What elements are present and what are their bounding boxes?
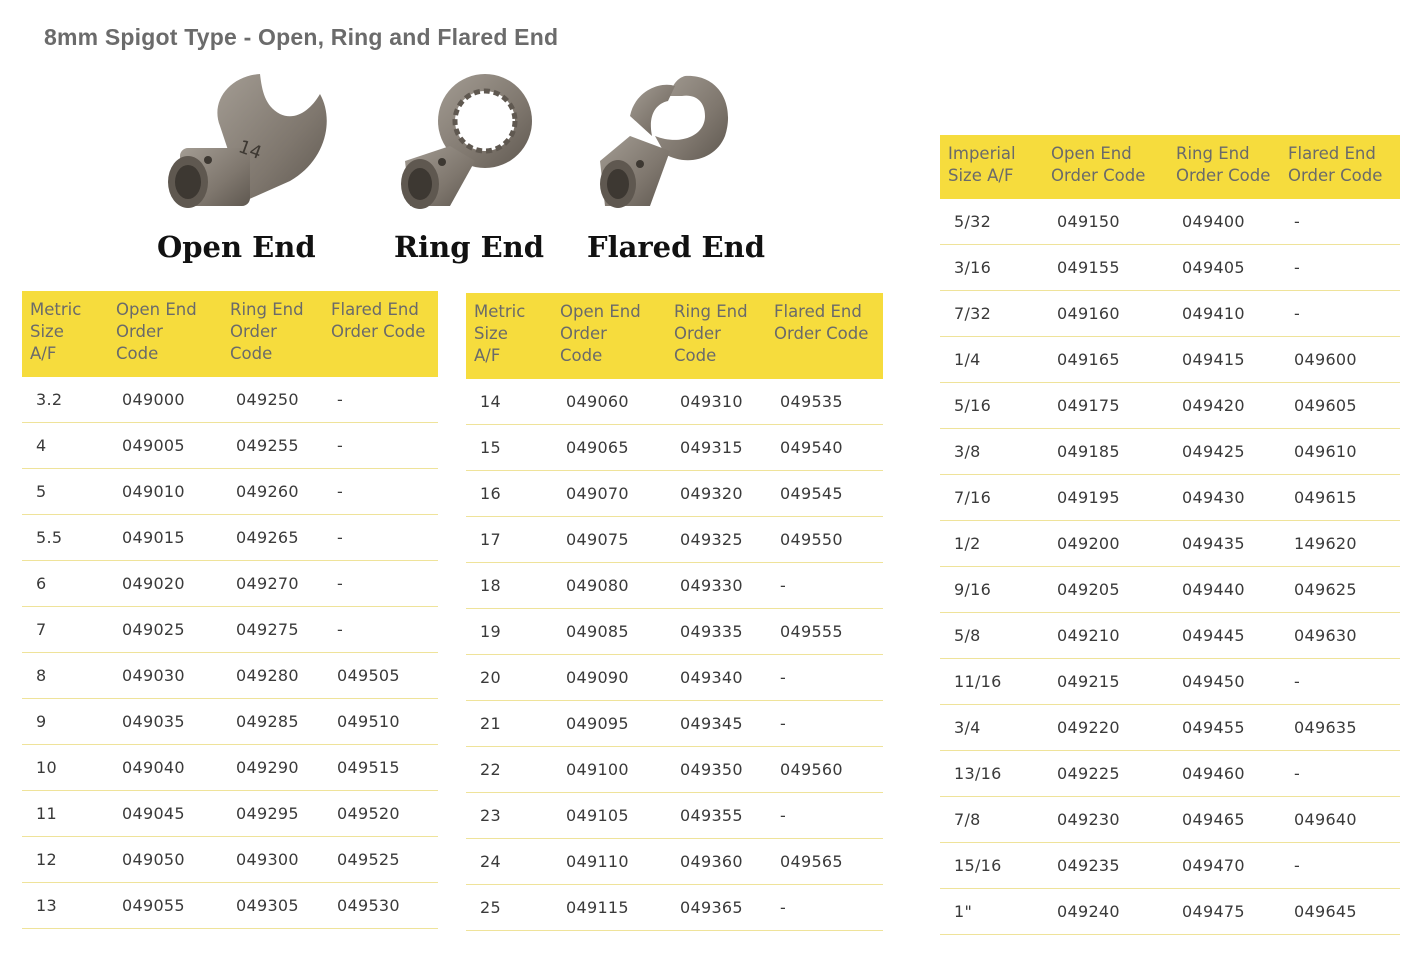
ring-end-code-header: Ring End Order Code [222,291,323,377]
table-row [22,653,438,699]
ring-end-code-cell: 049420 [1168,383,1280,429]
ring-end-code-cell: 049440 [1168,567,1280,613]
open-end-code-cell: 049220 [1043,705,1168,751]
table-row [940,751,1400,797]
flared-end-code-cell: - [323,469,438,515]
ring-end-code-cell: 049410 [1168,291,1280,337]
ring-end-code-cell: 049275 [222,607,323,653]
size-cell: 1/2 [940,521,1043,567]
table-row [22,791,438,837]
ring-end-code-cell: 049400 [1168,199,1280,245]
size-cell: 20 [466,655,552,701]
open-end-code-cell: 049055 [108,883,222,929]
table-row [940,429,1400,475]
ring-end-code-cell: 049345 [666,701,766,747]
open-end-label: Open End [157,230,316,264]
open-end-code-cell: 049200 [1043,521,1168,567]
ring-end-code-cell: 049430 [1168,475,1280,521]
table-body [22,377,438,929]
ring-end-code-cell: 049310 [666,379,766,425]
size-cell: 9/16 [940,567,1043,613]
size-cell: 15/16 [940,843,1043,889]
ring-end-code-cell: 049305 [222,883,323,929]
table-row [940,659,1400,705]
ring-end-code-cell: 049435 [1168,521,1280,567]
table-body [466,379,883,931]
flared-end-code-cell: 149620 [1280,521,1400,567]
flared-end-code-cell: - [1280,751,1400,797]
flared-end-code-cell: 049555 [766,609,883,655]
open-end-code-cell: 049195 [1043,475,1168,521]
open-end-code-cell: 049095 [552,701,666,747]
flared-end-code-cell: - [1280,245,1400,291]
table-row [940,843,1400,889]
page-title: 8mm Spigot Type - Open, Ring and Flared End [44,24,559,50]
table-row [22,745,438,791]
flared-end-code-cell: 049635 [1280,705,1400,751]
ring-end-code-cell: 049455 [1168,705,1280,751]
size-cell: 12 [22,837,108,883]
table-row [940,567,1400,613]
ring-end-code-cell: 049250 [222,377,323,423]
size-cell: 4 [22,423,108,469]
open-end-code-cell: 049000 [108,377,222,423]
flared-end-code-cell: 049550 [766,517,883,563]
flared-end-code-cell: - [1280,291,1400,337]
ring-end-code-cell: 049405 [1168,245,1280,291]
open-end-code-cell: 049010 [108,469,222,515]
table-row [22,515,438,561]
flared-end-code-cell: 049560 [766,747,883,793]
ring-end-code-cell: 049445 [1168,613,1280,659]
table-row [940,889,1400,935]
size-cell: 5/32 [940,199,1043,245]
table-row [466,701,883,747]
ring-end-code-cell: 049265 [222,515,323,561]
flared-end-code-cell: 049640 [1280,797,1400,843]
ring-end-code-cell: 049260 [222,469,323,515]
ring-end-code-cell: 049295 [222,791,323,837]
open-end-code-cell: 049235 [1043,843,1168,889]
size-cell: 24 [466,839,552,885]
flared-end-code-cell: - [766,885,883,931]
size-cell: 11/16 [940,659,1043,705]
size-cell: 5/8 [940,613,1043,659]
size-stamp: 14 [235,136,265,164]
ring-end-code-header: Ring End Order Code [1168,135,1280,199]
table-row [940,383,1400,429]
size-cell: 11 [22,791,108,837]
table-row [940,291,1400,337]
ring-end-code-cell: 049465 [1168,797,1280,843]
open-end-tool-image [150,66,340,226]
ring-end-label: Ring End [394,230,545,264]
open-end-code-cell: 049100 [552,747,666,793]
flared-end-label: Flared End [587,230,765,264]
table-row [22,377,438,423]
ring-end-code-cell: 049255 [222,423,323,469]
open-end-code-cell: 049075 [552,517,666,563]
open-end-code-cell: 049015 [108,515,222,561]
open-end-code-cell: 049070 [552,471,666,517]
ring-end-code-cell: 049320 [666,471,766,517]
ring-end-code-header: Ring End Order Code [666,293,766,379]
table-row [940,245,1400,291]
flared-end-tool-image [590,66,780,226]
flared-end-code-cell: 049610 [1280,429,1400,475]
flared-end-code-cell: 049630 [1280,613,1400,659]
ring-end-code-cell: 049315 [666,425,766,471]
table-row [466,793,883,839]
size-cell: 5 [22,469,108,515]
ring-end-code-cell: 049300 [222,837,323,883]
open-end-code-cell: 049080 [552,563,666,609]
ring-end-code-cell: 049425 [1168,429,1280,475]
flared-end-code-header: Flared End Order Code [1280,135,1400,199]
ring-end-code-cell: 049470 [1168,843,1280,889]
flared-end-code-cell: 049525 [323,837,438,883]
flared-end-code-cell: 049565 [766,839,883,885]
table-row [940,521,1400,567]
open-end-code-cell: 049035 [108,699,222,745]
flared-end-code-cell: 049645 [1280,889,1400,935]
imperial-table [940,135,1400,935]
flared-end-code-cell: - [323,423,438,469]
open-end-code-cell: 049025 [108,607,222,653]
flared-end-code-cell: - [1280,843,1400,889]
size-cell: 3/8 [940,429,1043,475]
open-end-code-cell: 049185 [1043,429,1168,475]
flared-end-code-cell: 049535 [766,379,883,425]
table-header-row [940,135,1400,199]
open-end-code-cell: 049210 [1043,613,1168,659]
ring-end-code-cell: 049355 [666,793,766,839]
size-cell: 13 [22,883,108,929]
open-end-code-cell: 049225 [1043,751,1168,797]
size-cell: 14 [466,379,552,425]
flared-end-code-cell: - [323,561,438,607]
ring-end-code-cell: 049365 [666,885,766,931]
table-body [940,199,1400,935]
ring-end-code-cell: 049350 [666,747,766,793]
open-end-code-header: Open End Order Code [1043,135,1168,199]
flared-end-code-cell: - [766,701,883,747]
open-end-code-cell: 049110 [552,839,666,885]
open-end-code-cell: 049205 [1043,567,1168,613]
table-row [466,839,883,885]
table-row [22,561,438,607]
flared-end-code-cell: - [766,793,883,839]
size-cell: 25 [466,885,552,931]
flared-end-code-cell: 049625 [1280,567,1400,613]
size-cell: 8 [22,653,108,699]
flared-end-code-cell: - [323,607,438,653]
ring-end-code-cell: 049360 [666,839,766,885]
metric-table-large-sizes [466,293,883,931]
size-cell: 3/16 [940,245,1043,291]
open-end-code-header: Open End Order Code [108,291,222,377]
flared-end-code-cell: 049540 [766,425,883,471]
flared-end-code-header: Flared End Order Code [766,293,883,379]
table-row [466,425,883,471]
size-cell: 13/16 [940,751,1043,797]
size-cell: 3/4 [940,705,1043,751]
size-cell: 5.5 [22,515,108,561]
size-cell: 1/4 [940,337,1043,383]
ring-end-code-cell: 049475 [1168,889,1280,935]
ring-end-code-cell: 049285 [222,699,323,745]
flared-end-code-cell: - [323,377,438,423]
open-end-code-cell: 049240 [1043,889,1168,935]
size-cell: 16 [466,471,552,517]
open-end-code-cell: 049115 [552,885,666,931]
table-row [22,883,438,929]
open-end-code-cell: 049160 [1043,291,1168,337]
open-end-code-cell: 049230 [1043,797,1168,843]
flared-end-code-cell: 049600 [1280,337,1400,383]
open-end-code-cell: 049060 [552,379,666,425]
open-end-code-cell: 049175 [1043,383,1168,429]
size-cell: 7/32 [940,291,1043,337]
table-row [466,563,883,609]
open-end-code-cell: 049040 [108,745,222,791]
ring-end-code-cell: 049270 [222,561,323,607]
table-row [22,469,438,515]
flared-end-code-cell: 049615 [1280,475,1400,521]
table-row [940,705,1400,751]
size-cell: 23 [466,793,552,839]
table-row [940,199,1400,245]
size-cell: 19 [466,609,552,655]
table-row [940,797,1400,843]
open-end-code-cell: 049005 [108,423,222,469]
table-row [466,379,883,425]
table-header-row [22,291,438,377]
table-row [22,837,438,883]
table-row [466,517,883,563]
flared-end-code-header: Flared End Order Code [323,291,438,377]
table-row [466,609,883,655]
size-cell: 10 [22,745,108,791]
open-end-code-cell: 049020 [108,561,222,607]
size-cell: 3.2 [22,377,108,423]
flared-end-code-cell: 049515 [323,745,438,791]
table-row [940,475,1400,521]
flared-end-code-cell: - [1280,199,1400,245]
flared-end-code-cell: - [766,655,883,701]
open-end-code-cell: 049165 [1043,337,1168,383]
ring-end-code-cell: 049460 [1168,751,1280,797]
ring-end-code-cell: 049280 [222,653,323,699]
table-row [940,613,1400,659]
flared-end-code-cell: 049605 [1280,383,1400,429]
table-row [22,699,438,745]
ring-end-code-cell: 049290 [222,745,323,791]
flared-end-code-cell: - [1280,659,1400,705]
size-cell: 15 [466,425,552,471]
table-row [466,885,883,931]
flared-end-code-cell: 049505 [323,653,438,699]
size-cell: 1" [940,889,1043,935]
table-header-row [466,293,883,379]
ring-end-code-cell: 049415 [1168,337,1280,383]
ring-end-code-cell: 049330 [666,563,766,609]
size-cell: 9 [22,699,108,745]
table-row [22,607,438,653]
flared-end-code-cell: 049545 [766,471,883,517]
ring-end-tool-image [390,66,580,226]
flared-end-code-cell: - [766,563,883,609]
flared-end-code-cell: - [323,515,438,561]
metric-table-small-sizes [22,291,438,929]
open-end-code-cell: 049155 [1043,245,1168,291]
open-end-code-cell: 049085 [552,609,666,655]
open-end-code-cell: 049215 [1043,659,1168,705]
open-end-code-cell: 049030 [108,653,222,699]
size-cell: 18 [466,563,552,609]
open-end-code-header: Open End Order Code [552,293,666,379]
size-cell: 7/16 [940,475,1043,521]
size-cell: 7/8 [940,797,1043,843]
ring-end-code-cell: 049335 [666,609,766,655]
open-end-code-cell: 049090 [552,655,666,701]
size-cell: 5/16 [940,383,1043,429]
metric-size-header: Metric Size A/F [22,291,108,377]
flared-end-code-cell: 049520 [323,791,438,837]
size-cell: 6 [22,561,108,607]
imperial-size-header: Imperial Size A/F [940,135,1043,199]
metric-size-header: Metric Size A/F [466,293,552,379]
table-row [466,747,883,793]
table-row [940,337,1400,383]
open-end-code-cell: 049105 [552,793,666,839]
table-row [22,423,438,469]
table-row [466,655,883,701]
size-cell: 7 [22,607,108,653]
flared-end-code-cell: 049530 [323,883,438,929]
ring-end-code-cell: 049340 [666,655,766,701]
open-end-code-cell: 049045 [108,791,222,837]
size-cell: 21 [466,701,552,747]
open-end-code-cell: 049150 [1043,199,1168,245]
table-row [466,471,883,517]
size-cell: 17 [466,517,552,563]
size-cell: 22 [466,747,552,793]
ring-end-code-cell: 049325 [666,517,766,563]
open-end-code-cell: 049050 [108,837,222,883]
open-end-code-cell: 049065 [552,425,666,471]
flared-end-code-cell: 049510 [323,699,438,745]
ring-end-code-cell: 049450 [1168,659,1280,705]
